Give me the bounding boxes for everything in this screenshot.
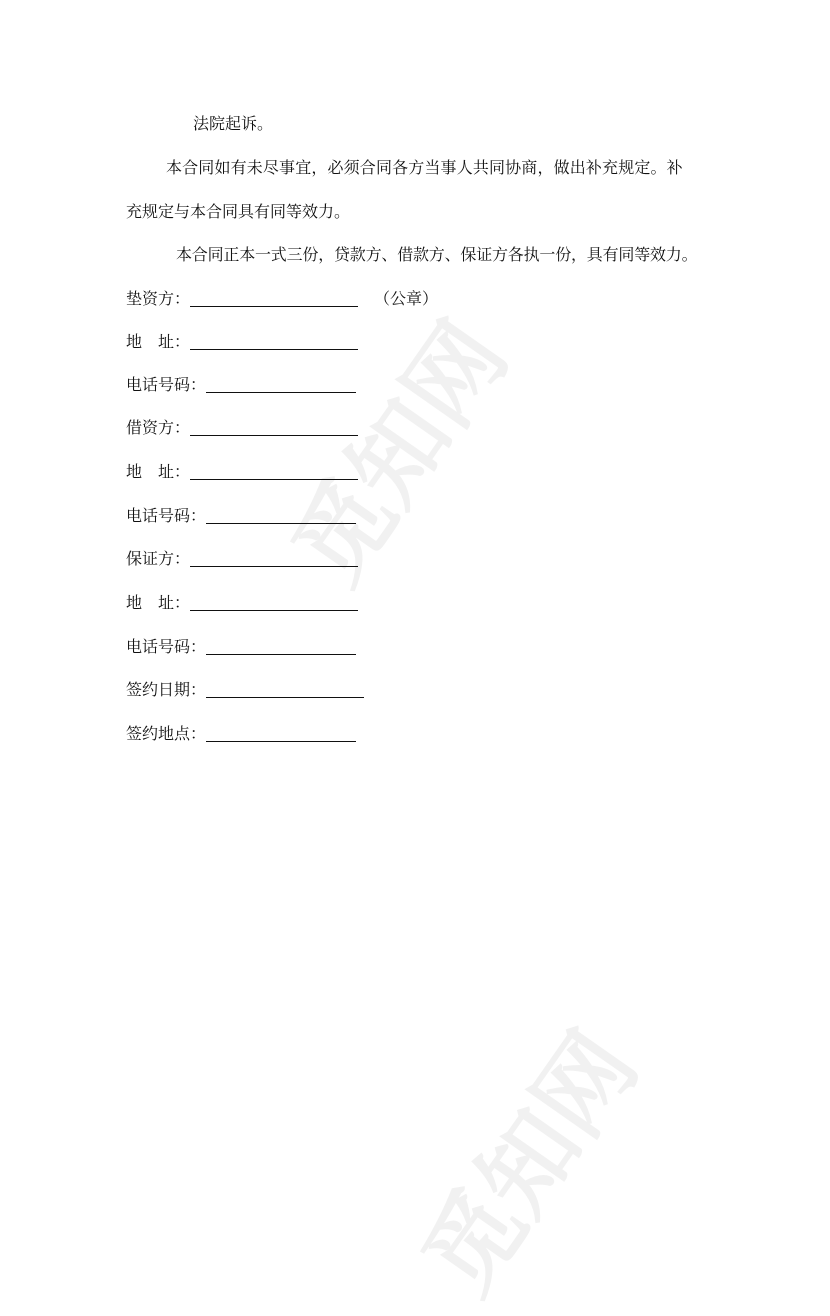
- field-label: 电话号码：: [126, 506, 207, 525]
- field-label: 签约地点：: [126, 724, 207, 743]
- field-label: 地 址：: [126, 593, 191, 612]
- field-blank-line[interactable]: [190, 305, 358, 307]
- field-blank-line[interactable]: [206, 391, 356, 393]
- watermark: 觅知网: [271, 302, 529, 603]
- field-blank-line[interactable]: [206, 696, 364, 698]
- field-label: 垫资方：: [126, 289, 191, 308]
- field-borrower-phone: [126, 505, 356, 527]
- field-blank-line[interactable]: [206, 522, 356, 524]
- field-guarantor-address: [126, 592, 358, 614]
- field-blank-line[interactable]: [206, 740, 356, 742]
- paragraph-supplement-line1: 本合同如有未尽事宜，必须合同各方当事人共同协商，做出补充规定。补: [166, 158, 683, 177]
- field-lender-phone: [126, 374, 356, 396]
- field-blank-line[interactable]: [206, 653, 356, 655]
- seal-note: （公章）: [374, 289, 439, 308]
- field-blank-line[interactable]: [190, 565, 358, 567]
- field-label: 保证方：: [126, 549, 191, 568]
- paragraph-copies: 本合同正本一式三份，贷款方、借款方、保证方各执一份，具有同等效力。: [176, 245, 698, 264]
- field-label: 电话号码：: [126, 375, 207, 394]
- watermark-bottom: 觅知网: [401, 1012, 659, 1313]
- field-blank-line[interactable]: [190, 609, 358, 611]
- field-sign-place: [126, 723, 356, 745]
- field-blank-line[interactable]: [190, 478, 358, 480]
- field-lender: [126, 288, 438, 310]
- field-lender-address: [126, 331, 358, 353]
- paragraph-supplement-line2: 充规定与本合同具有同等效力。: [126, 202, 351, 221]
- paragraph-court: 法院起诉。: [193, 114, 274, 133]
- field-guarantor: [126, 548, 358, 570]
- field-borrower-address: [126, 461, 358, 483]
- field-borrower: [126, 417, 358, 439]
- field-label: 地 址：: [126, 332, 191, 351]
- field-label: 地 址：: [126, 462, 191, 481]
- field-label: 借资方：: [126, 418, 191, 437]
- field-label: 签约日期：: [126, 680, 207, 699]
- field-sign-date: [126, 679, 364, 701]
- field-blank-line[interactable]: [190, 348, 358, 350]
- field-label: 电话号码：: [126, 637, 207, 656]
- field-blank-line[interactable]: [190, 434, 358, 436]
- field-guarantor-phone: [126, 636, 356, 658]
